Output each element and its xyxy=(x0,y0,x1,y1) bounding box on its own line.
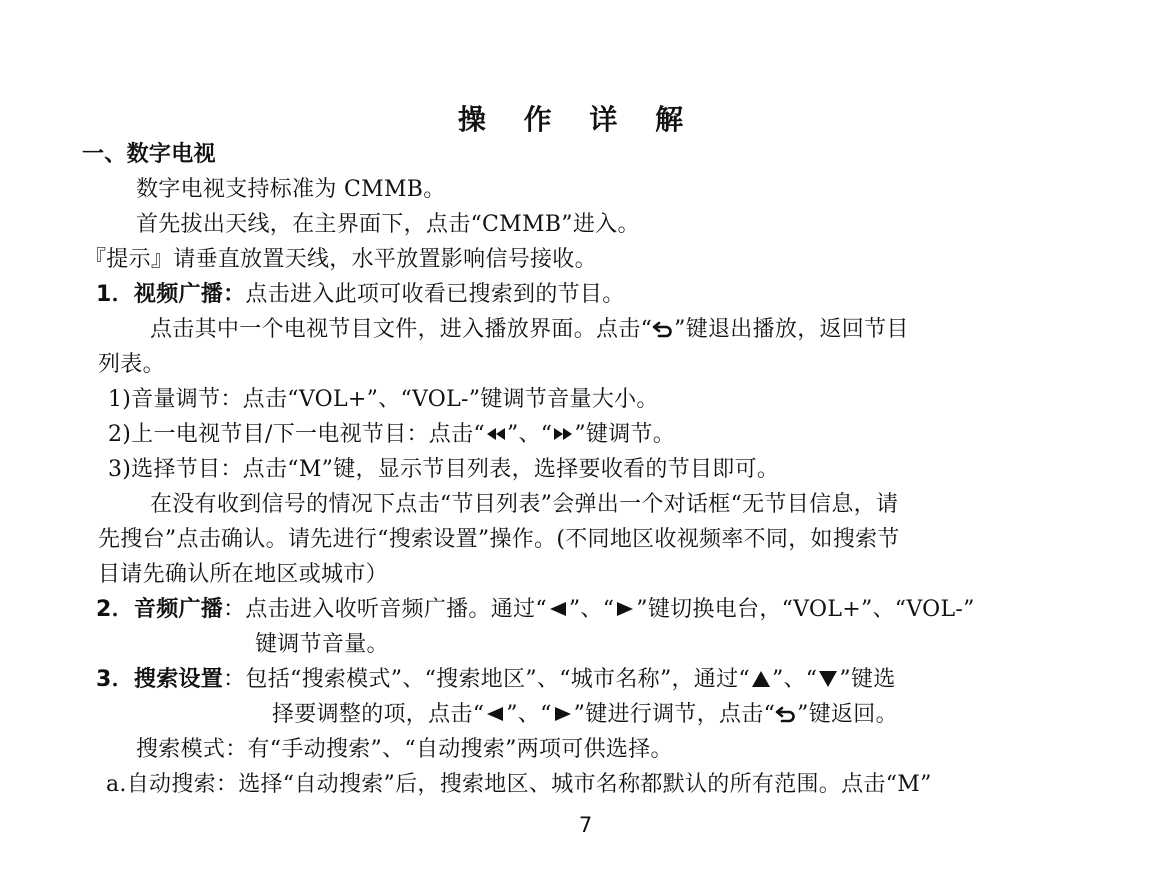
item3-text-f: ”键进行调节，点击“ xyxy=(573,702,776,727)
search-mode-text: 搜索模式：有“手动搜索”、“自动搜索”两项可供选择。 xyxy=(136,737,673,762)
left-triangle-icon xyxy=(484,704,506,724)
auto-search-text: a.自动搜索：选择“自动搜索”后，搜索地区、城市名称都默认的所有范围。点击“M” xyxy=(106,772,932,797)
item1-text: 点击进入此项可收看已搜索到的节目。 xyxy=(245,282,625,307)
page-title: 操 作 详 解 xyxy=(457,103,698,136)
item2-line xyxy=(96,595,975,625)
rewind-icon xyxy=(485,424,507,444)
page-number: 7 xyxy=(578,813,593,837)
sub2-b: ”、“ xyxy=(506,422,553,447)
up-triangle-icon xyxy=(750,669,772,689)
return-arrow-icon xyxy=(652,319,674,339)
item3-line-2 xyxy=(272,700,898,730)
item1-label: 1．视频广播： xyxy=(96,282,246,307)
sub2-c: ”键调节。 xyxy=(574,422,676,447)
item1-para-a: 点击其中一个电视节目文件，进入播放界面。点击“ xyxy=(150,317,653,342)
note-line-2: 先搜台”点击确认。请先进行“搜索设置”操作。(不同地区收视频率不同，如搜索节 xyxy=(98,527,900,552)
down-triangle-icon xyxy=(817,669,839,689)
sub-item-select: 3)选择节目：点击“M”键，显示节目列表，选择要收看的节目即可。 xyxy=(108,457,780,482)
item3-line xyxy=(96,665,896,695)
item2-colon: ： xyxy=(223,597,246,622)
item3-text-d: 择要调整的项，点击“ xyxy=(272,702,485,727)
item2-text-b: ”、“ xyxy=(568,597,615,622)
start-instruction: 首先拔出天线，在主界面下，点击“CMMB”进入。 xyxy=(136,212,640,237)
item1-line xyxy=(96,280,625,310)
right-triangle-icon xyxy=(552,704,574,724)
item3-text-c: ”键选 xyxy=(839,667,896,692)
item2-text-a: 点击进入收听音频广播。通过“ xyxy=(245,597,547,622)
fast-forward-icon xyxy=(552,424,574,444)
section-heading: 一、数字电视 xyxy=(82,142,216,167)
note-line-3: 目请先确认所在地区或城市） xyxy=(98,562,388,587)
return-arrow-icon xyxy=(775,704,797,724)
item3-text-a: 包括“搜索模式”、“搜索地区”、“城市名称”，通过“ xyxy=(245,667,750,692)
item1-para-b: ”键退出播放，返回节目 xyxy=(674,317,909,342)
tip-text: 『提示』请垂直放置天线，水平放置影响信号接收。 xyxy=(84,247,597,272)
right-triangle-icon xyxy=(614,599,636,619)
item1-paragraph xyxy=(150,315,909,345)
item2-label: 2．音频广播 xyxy=(96,597,224,622)
note-line-1: 在没有收到信号的情况下点击“节目列表”会弹出一个对话框“无节目信息，请 xyxy=(150,492,899,517)
item2-text-c: ”键切换电台，“VOL+”、“VOL-” xyxy=(636,597,975,622)
item3-text-e: ”、“ xyxy=(506,702,552,727)
item3-text-b: ”、“ xyxy=(771,667,818,692)
standard-text: 数字电视支持标准为 CMMB。 xyxy=(136,177,446,202)
sub-item-volume: 1)音量调节：点击“VOL+”、“VOL-”键调节音量大小。 xyxy=(108,387,659,412)
item2-text-d: 键调节音量。 xyxy=(255,632,389,657)
sub2-a: 2)上一电视节目/下一电视节目：点击“ xyxy=(108,422,485,447)
item1-para-c: 列表。 xyxy=(98,352,165,377)
item3-text-g: ”键返回。 xyxy=(797,702,898,727)
sub-item-channel xyxy=(108,420,675,450)
left-triangle-icon xyxy=(547,599,569,619)
item3-label: 3．搜索设置 xyxy=(96,667,224,692)
item3-colon: ： xyxy=(223,667,246,692)
